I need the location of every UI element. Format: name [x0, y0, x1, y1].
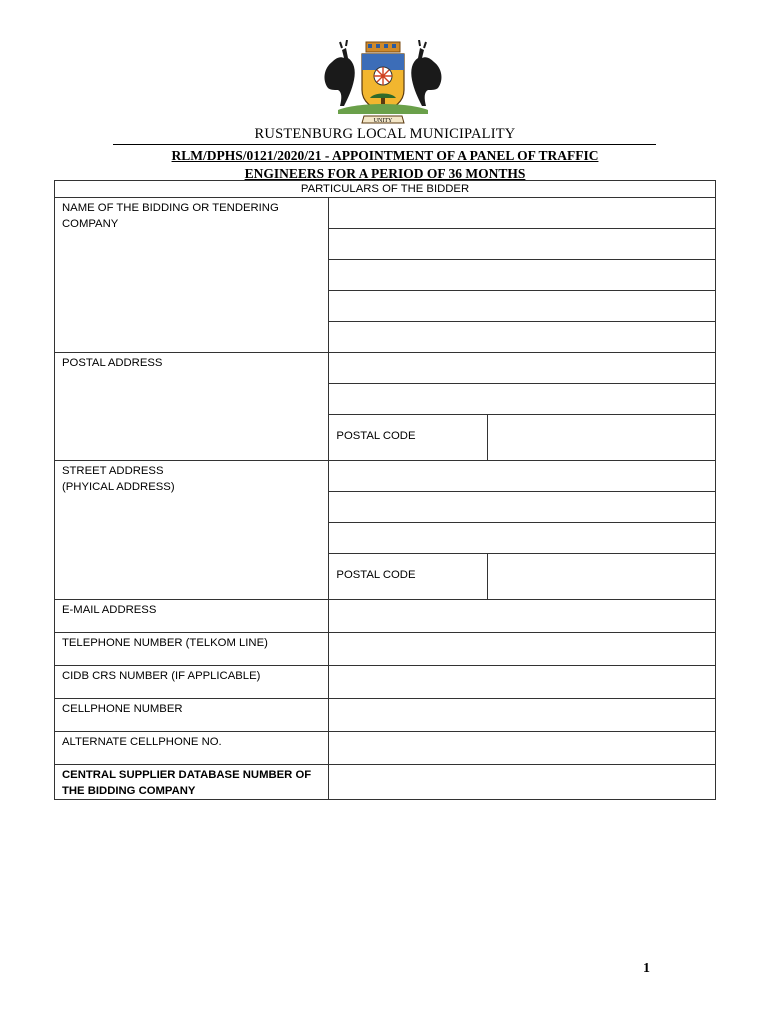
cellphone-label: CELLPHONE NUMBER [55, 699, 329, 732]
street-postal-code-label: POSTAL CODE [329, 554, 487, 600]
street-address-label [55, 461, 329, 600]
street-address-field-1[interactable] [329, 461, 716, 492]
municipality-name: RUSTENBURG LOCAL MUNICIPALITY [254, 126, 516, 142]
bidder-particulars-table [54, 180, 716, 800]
postal-code-field[interactable] [487, 415, 715, 461]
email-field[interactable] [329, 600, 716, 633]
company-name-label: NAME OF THE BIDDING OR TENDERING COMPANY [55, 198, 329, 353]
telephone-field[interactable] [329, 633, 716, 666]
csd-number-label: CENTRAL SUPPLIER DATABASE NUMBER OF THE BIDDING COMPANY [55, 765, 329, 800]
alt-cellphone-field[interactable] [329, 732, 716, 765]
email-label: E-MAIL ADDRESS [55, 600, 329, 633]
csd-number-field[interactable] [329, 765, 716, 800]
street-postal-code-field[interactable] [487, 554, 715, 600]
company-name-field-3[interactable] [329, 260, 716, 291]
postal-address-field-1[interactable] [329, 353, 716, 384]
postal-address-field-2[interactable] [329, 384, 716, 415]
alt-cellphone-label: ALTERNATE CELLPHONE NO. [55, 732, 329, 765]
municipal-crest-logo [318, 40, 448, 126]
section-header: PARTICULARS OF THE BIDDER [55, 181, 716, 198]
company-name-field-5[interactable] [329, 322, 716, 353]
company-name-field-1[interactable] [329, 198, 716, 229]
cidb-field[interactable] [329, 666, 716, 699]
street-address-field-3[interactable] [329, 523, 716, 554]
cellphone-field[interactable] [329, 699, 716, 732]
company-name-field-2[interactable] [329, 229, 716, 260]
crest-motto-text: UNITY [373, 118, 393, 124]
street-address-label-line2: (PHYICAL ADDRESS) [62, 481, 175, 493]
street-address-label-line1: STREET ADDRESS [62, 465, 164, 477]
street-address-field-2[interactable] [329, 492, 716, 523]
cidb-label: CIDB CRS NUMBER (IF APPLICABLE) [55, 666, 329, 699]
page-number: 1 [643, 961, 650, 976]
document-title-line1: RLM/DPHS/0121/2020/21 - APPOINTMENT OF A PANEL OF TRAFFIC [171, 148, 599, 163]
telephone-label: TELEPHONE NUMBER (TELKOM LINE) [55, 633, 329, 666]
company-name-field-4[interactable] [329, 291, 716, 322]
document-title-line2: ENGINEERS FOR A PERIOD OF 36 MONTHS [244, 166, 526, 181]
postal-code-label: POSTAL CODE [329, 415, 487, 461]
header-divider [113, 144, 656, 145]
postal-address-label: POSTAL ADDRESS [55, 353, 329, 461]
